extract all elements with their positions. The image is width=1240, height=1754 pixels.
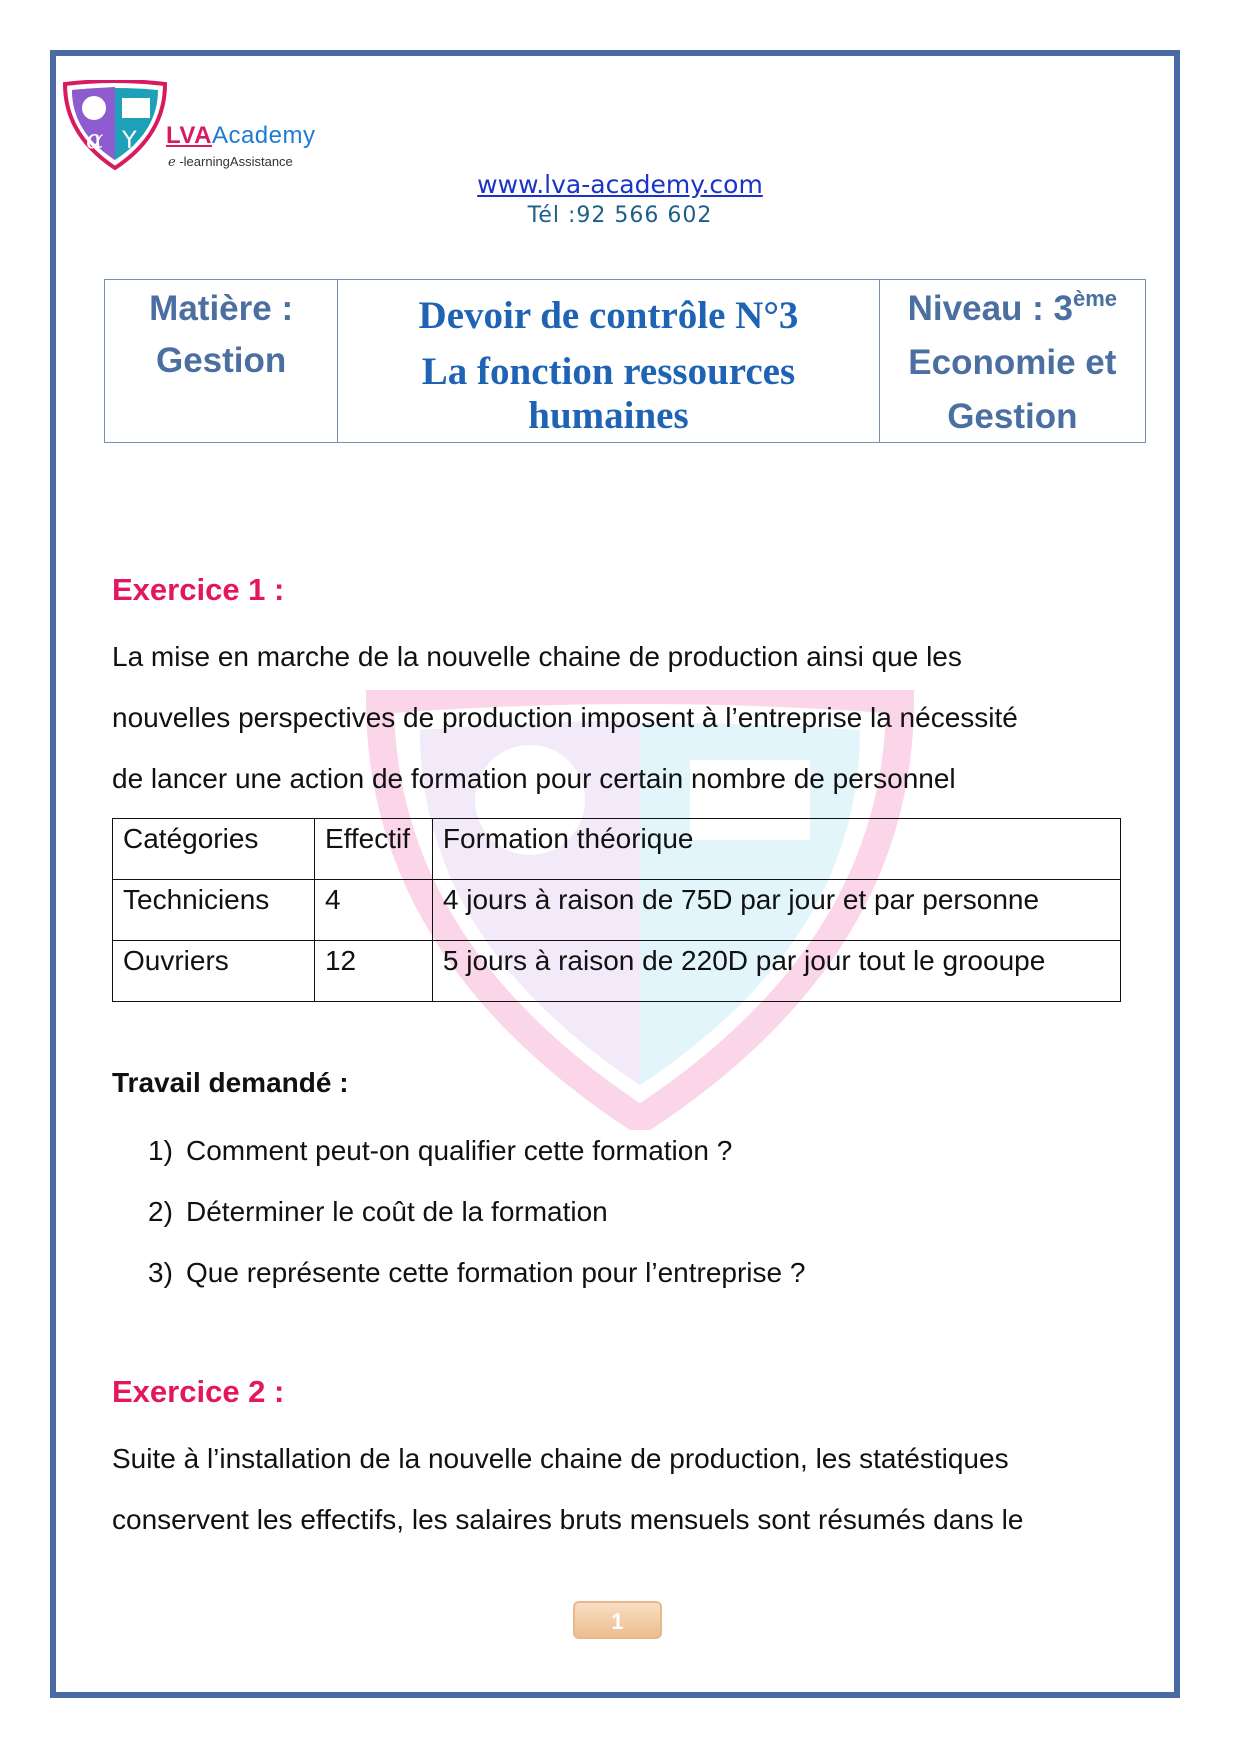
table-header: Effectif: [314, 819, 432, 880]
level-cell: [879, 280, 1145, 443]
task-label: Travail demandé :: [112, 1067, 349, 1098]
header-table: [104, 279, 1146, 443]
logo-name: LVAAcademy: [166, 122, 316, 149]
training-table: [112, 818, 1121, 1002]
table-cell: 12: [314, 941, 432, 1002]
title-cell: [338, 280, 879, 443]
exercise-1-text: La mise en marche de la nouvelle chaine de production ainsi que les nouvelles perspectives de production imposent à l’entreprise la nécessité de lancer une action de formation pour certain nombre de personnel: [112, 641, 1018, 794]
table-cell: Ouvriers: [113, 941, 315, 1002]
subject-label: Matière :: [149, 289, 294, 328]
svg-text:Y: Y: [122, 126, 137, 154]
table-header: Formation théorique: [432, 819, 1120, 880]
list-item: 3) Que représente cette formation pour l’entreprise ?: [148, 1257, 806, 1288]
page-number: 1: [573, 1601, 662, 1639]
question-list: [148, 1120, 805, 1303]
table-row: [113, 941, 1121, 1002]
table-cell: Techniciens: [113, 880, 315, 941]
table-cell: 5 jours à raison de 220D par jour tout le grooupe: [432, 941, 1120, 1002]
exercise-2-title: Exercice 2 :: [112, 1374, 285, 1409]
logo-text: [166, 122, 315, 170]
logo-tagline: e -learningAssistance: [168, 154, 293, 170]
table-header: Catégories: [113, 819, 315, 880]
contact-block: [0, 170, 1240, 228]
level-section-2: Gestion: [947, 397, 1078, 436]
level-label: Niveau : 3ème: [907, 286, 1118, 328]
phone-number: Tél :92 566 602: [527, 203, 713, 228]
exercise-2-text: Suite à l’installation de la nouvelle chaine de production, les statéstiques conservent les effectifs, les salaires bruts mensuels sont résumés dans le: [112, 1443, 1024, 1535]
subject-cell: [105, 280, 338, 443]
lva-academy-logo-icon: [60, 80, 170, 170]
table-cell: 4: [314, 880, 432, 941]
website-link[interactable]: www.lva-academy.com: [477, 170, 763, 199]
exercise-1-title: Exercice 1 :: [112, 572, 285, 607]
level-section: Economie et: [908, 343, 1117, 382]
subject-value: Gestion: [155, 341, 287, 380]
list-item: 2) Déterminer le coût de la formation: [148, 1196, 608, 1227]
document-title: Devoir de contrôle N°3 La fonction ressources humaines: [418, 294, 799, 437]
table-row: [113, 880, 1121, 941]
table-cell: 4 jours à raison de 75D par jour et par personne: [432, 880, 1120, 941]
table-header-row: [113, 819, 1121, 880]
list-item: 1) Comment peut-on qualifier cette formation ?: [148, 1135, 733, 1166]
svg-text:α: α: [86, 125, 104, 155]
